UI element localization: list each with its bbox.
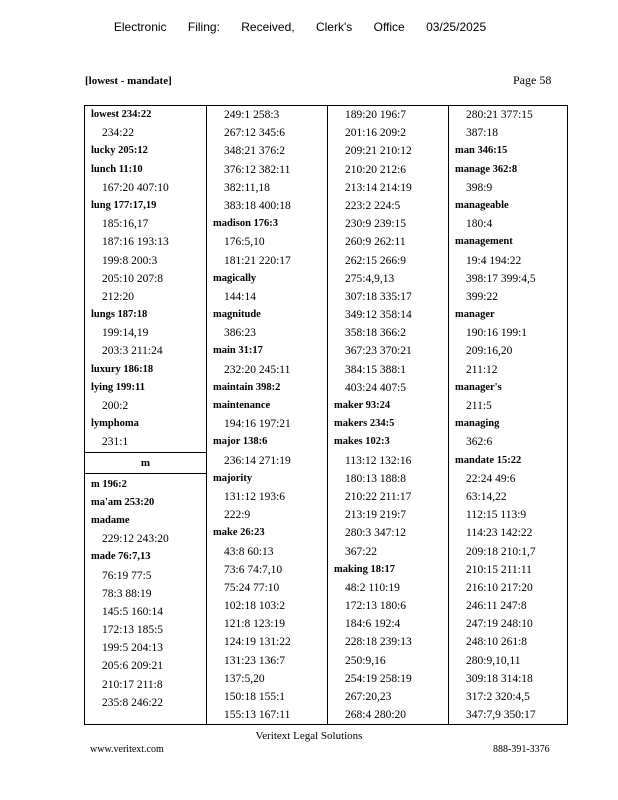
index-term: majority — [213, 472, 253, 484]
index-citation-line: 367:22 — [345, 545, 377, 558]
index-citation-line: 309:18 314:18 — [466, 672, 533, 685]
index-citation-line: 190:16 199:1 — [466, 327, 528, 340]
index-citation-line: 102:18 103:2 — [224, 600, 286, 613]
index-citation-line: 114:23 142:22 — [466, 527, 533, 540]
index-citation-line: 213:19 219:7 — [345, 509, 407, 522]
index-column-3 — [327, 106, 448, 724]
index-term: mandate 15:22 — [455, 454, 522, 466]
index-citation-line: 399:22 — [466, 290, 498, 303]
filing-stamp-part: Office — [373, 20, 405, 34]
index-citation-line: 124:19 131:22 — [224, 636, 291, 649]
index-citation-line: 189:20 196:7 — [345, 109, 407, 121]
index-citation-line: 172:13 185:5 — [102, 624, 164, 637]
index-range: [lowest - mandate] — [85, 75, 172, 87]
index-term: luxury 186:18 — [91, 363, 154, 375]
index-term: manager's — [455, 381, 502, 393]
index-citation-line: 267:12 345:6 — [224, 127, 286, 140]
footer-website: www.veritext.com — [90, 744, 164, 755]
index-citation-line: 209:21 210:12 — [345, 145, 412, 158]
index-citation-line: 121:8 123:19 — [224, 618, 286, 631]
index-column-1 — [85, 106, 206, 724]
index-citation-line: 235:8 246:22 — [102, 696, 164, 709]
filing-stamp-part: Received, — [241, 20, 295, 34]
index-citation-line: 131:12 193:6 — [224, 490, 286, 503]
index-citation-line: 155:13 167:11 — [224, 709, 291, 722]
index-citation-line: 386:23 — [224, 327, 256, 340]
index-citation-line: 172:13 180:6 — [345, 600, 407, 613]
index-citation-line: 137:5,20 — [224, 672, 265, 685]
index-term: made 76:7,13 — [91, 551, 151, 563]
index-citation-line: 275:4,9,13 — [345, 272, 395, 285]
index-citation-line: 268:4 280:20 — [345, 709, 407, 722]
index-citation-line: 223:2 224:5 — [345, 199, 401, 212]
index-citation-line: 176:5,10 — [224, 236, 265, 249]
section-letter-header: m — [85, 452, 206, 474]
index-citation-line: 181:21 220:17 — [224, 254, 291, 267]
index-citation-line: 211:12 — [466, 363, 498, 376]
index-citation-line: 383:18 400:18 — [224, 199, 291, 212]
index-citation-line: 232:20 245:11 — [224, 363, 291, 376]
index-citation-line: 209:16,20 — [466, 345, 513, 358]
index-term: manager — [455, 309, 495, 321]
index-term: man 346:15 — [455, 145, 508, 157]
index-citation-line: 376:12 382:11 — [224, 163, 291, 176]
filing-stamp-date: 03/25/2025 — [426, 20, 487, 34]
index-citation-line: 228:18 239:13 — [345, 636, 412, 649]
index-citation-line: 382:11,18 — [224, 181, 270, 194]
index-term: m 196:2 — [91, 478, 127, 490]
index-citation-line: 249:1 258:3 — [224, 109, 280, 121]
index-citation-line: 203:3 211:24 — [102, 345, 163, 358]
index-citation-line: 387:18 — [466, 127, 498, 140]
index-term: lunch 11:10 — [91, 163, 143, 175]
page-number: Page 58 — [513, 73, 552, 87]
index-citation-line: 63:14,22 — [466, 490, 507, 503]
index-citation-line: 398:17 399:4,5 — [466, 272, 536, 285]
index-citation-line: 317:2 320:4,5 — [466, 691, 530, 703]
index-citation-line: 199:8 200:3 — [102, 254, 158, 267]
index-citation-line: 229:12 243:20 — [102, 533, 169, 546]
index-term: making 18:17 — [334, 563, 395, 575]
index-term: make 26:23 — [213, 527, 265, 539]
word-index-table — [84, 105, 568, 725]
index-citation-line: 180:13 188:8 — [345, 472, 407, 485]
index-citation-line: 76:19 77:5 — [102, 569, 152, 582]
filing-stamp-header — [0, 20, 618, 34]
index-citation-line: 209:18 210:1,7 — [466, 545, 536, 558]
index-term: maker 93:24 — [334, 400, 391, 411]
index-citation-line: 145:5 160:14 — [102, 605, 164, 618]
index-citation-line: 205:6 209:21 — [102, 660, 164, 673]
index-citation-line: 216:10 217:20 — [466, 581, 533, 594]
index-citation-line: 200:2 — [102, 400, 129, 412]
index-citation-line: 210:17 211:8 — [102, 678, 163, 691]
index-citation-line: 230:9 239:15 — [345, 218, 407, 231]
index-term: ma'am 253:20 — [91, 496, 155, 508]
index-citation-line: 348:21 376:2 — [224, 145, 286, 158]
index-citation-line: 384:15 388:1 — [345, 363, 407, 376]
index-term: manageable — [455, 199, 509, 211]
index-citation-line: 262:15 266:9 — [345, 254, 407, 267]
footer-company: Veritext Legal Solutions — [255, 730, 363, 742]
index-citation-line: 185:16,17 — [102, 218, 149, 231]
index-citation-line: 250:9,16 — [345, 654, 386, 667]
index-citation-line: 358:18 366:2 — [345, 327, 407, 340]
index-citation-line: 210:20 212:6 — [345, 163, 407, 176]
index-term: lung 177:17,19 — [91, 199, 157, 211]
filing-stamp-part: Filing: — [187, 20, 220, 34]
index-term: lowest 234:22 — [91, 109, 152, 120]
index-citation-line: 150:18 155:1 — [224, 691, 286, 703]
index-term: managing — [455, 418, 500, 430]
index-citation-line: 22:24 49:6 — [466, 472, 516, 485]
index-citation-line: 236:14 271:19 — [224, 454, 291, 467]
index-term: lucky 205:12 — [91, 145, 148, 157]
index-citation-line: 367:23 370:21 — [345, 345, 412, 358]
index-citation-line: 212:20 — [102, 290, 134, 303]
index-term: makes 102:3 — [334, 436, 390, 448]
index-term: makers 234:5 — [334, 418, 395, 430]
index-citation-line: 180:4 — [466, 218, 493, 231]
index-citation-line: 199:14,19 — [102, 327, 149, 340]
index-term: lying 199:11 — [91, 381, 145, 393]
index-term: major 138:6 — [213, 436, 268, 448]
index-citation-line: 210:22 211:17 — [345, 490, 412, 503]
index-term: main 31:17 — [213, 345, 263, 357]
index-citation-line: 347:7,9 350:17 — [466, 709, 536, 722]
index-citation-line: 267:20,23 — [345, 691, 392, 703]
index-citation-line: 73:6 74:7,10 — [224, 563, 283, 576]
index-column-4 — [448, 106, 568, 724]
index-citation-line: 144:14 — [224, 290, 256, 303]
index-citation-line: 254:19 258:19 — [345, 672, 412, 685]
index-term: madison 176:3 — [213, 218, 279, 230]
index-citation-line: 280:9,10,11 — [466, 654, 521, 667]
index-term: magnitude — [213, 309, 261, 321]
index-citation-line: 48:2 110:19 — [345, 581, 400, 594]
index-term: maintenance — [213, 400, 271, 411]
index-term: management — [455, 236, 513, 248]
index-citation-line: 187:16 193:13 — [102, 236, 169, 249]
index-citation-line: 210:15 211:11 — [466, 563, 532, 576]
index-term: lungs 187:18 — [91, 309, 148, 321]
index-term: maintain 398:2 — [213, 381, 281, 393]
index-citation-line: 234:22 — [102, 127, 134, 140]
index-term: madame — [91, 514, 130, 526]
index-citation-line: 248:10 261:8 — [466, 636, 528, 649]
index-citation-line: 112:15 113:9 — [466, 509, 527, 522]
index-citation-line: 211:5 — [466, 400, 492, 412]
footer-phone: 888-391-3376 — [493, 744, 550, 755]
index-citation-line: 213:14 214:19 — [345, 181, 412, 194]
index-citation-line: 184:6 192:4 — [345, 618, 401, 631]
index-citation-line: 201:16 209:2 — [345, 127, 407, 140]
filing-stamp-part: Electronic — [113, 20, 167, 34]
index-citation-line: 246:11 247:8 — [466, 600, 527, 613]
index-citation-line: 205:10 207:8 — [102, 272, 164, 285]
index-citation-line: 19:4 194:22 — [466, 254, 522, 267]
index-citation-line: 307:18 335:17 — [345, 290, 412, 303]
index-citation-line: 113:12 132:16 — [345, 454, 412, 467]
index-citation-line: 222:9 — [224, 509, 251, 522]
index-citation-line: 78:3 88:19 — [102, 587, 152, 600]
index-citation-line: 398:9 — [466, 181, 493, 194]
index-term: magically — [213, 272, 257, 284]
index-citation-line: 260:9 262:11 — [345, 236, 406, 249]
index-citation-line: 194:16 197:21 — [224, 418, 291, 431]
index-citation-line: 199:5 204:13 — [102, 642, 164, 655]
index-citation-line: 403:24 407:5 — [345, 381, 407, 394]
index-citation-line: 280:3 347:12 — [345, 527, 407, 540]
index-citation-line: 280:21 377:15 — [466, 109, 533, 121]
index-citation-line: 43:8 60:13 — [224, 545, 274, 558]
index-citation-line: 131:23 136:7 — [224, 654, 286, 667]
index-citation-line: 231:1 — [102, 436, 129, 449]
index-citation-line: 167:20 407:10 — [102, 181, 169, 194]
index-column-2 — [206, 106, 327, 724]
index-term: manage 362:8 — [455, 163, 518, 175]
index-citation-line: 362:6 — [466, 436, 493, 449]
index-citation-line: 349:12 358:14 — [345, 309, 412, 322]
filing-stamp-part: Clerk's — [315, 20, 353, 34]
index-citation-line: 75:24 77:10 — [224, 581, 280, 594]
index-citation-line: 247:19 248:10 — [466, 618, 533, 631]
index-term: lymphoma — [91, 418, 139, 430]
